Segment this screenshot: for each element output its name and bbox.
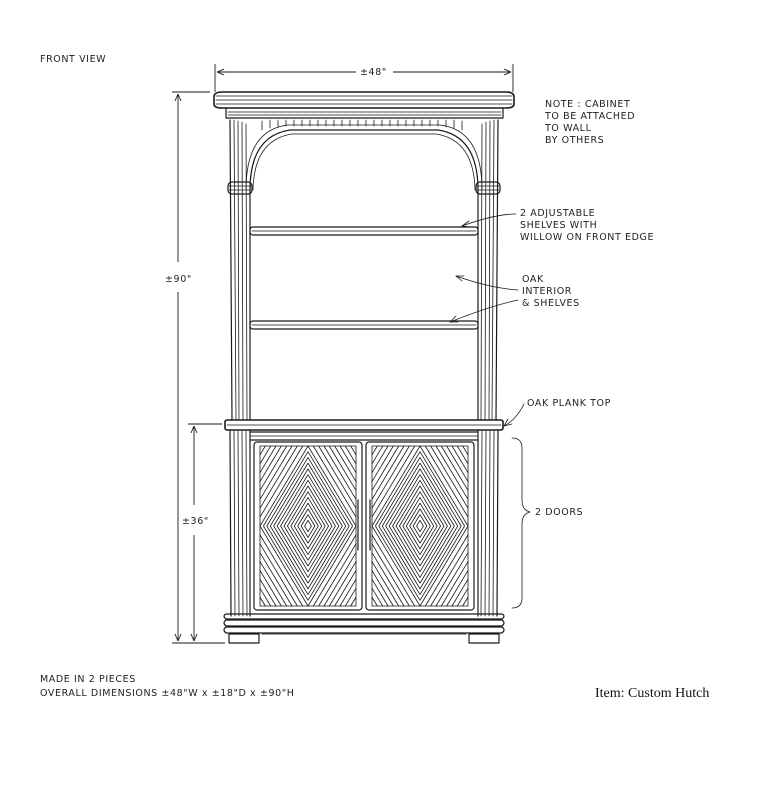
plank-top-note-label: OAK PLANK TOP [527,398,611,409]
cabinet-note [544,99,635,146]
post-bindings [228,182,500,194]
cabinet-note-line-1: NOTE : CABINET [545,99,631,110]
lower-left-post [230,431,250,616]
doors-note-label: 2 DOORS [535,507,584,518]
made-in-note: MADE IN 2 PIECES [40,674,136,685]
hutch-illustration [214,92,514,643]
right-door [366,442,474,610]
view-label: FRONT VIEW [40,54,107,65]
oak-note-line-3: & SHELVES [522,298,580,309]
plank-top-note [504,398,611,426]
doors-note [512,438,583,608]
item-label: Item: Custom Hutch [595,686,710,701]
shelf-upper [250,227,478,235]
oak-plank-top [225,420,503,430]
shelves-note [462,208,654,243]
cabinet-note-line-2: TO BE ATTACHED [545,111,636,122]
shelves-note-line-3: WILLOW ON FRONT EDGE [520,232,655,243]
width-dimension-label: ±48" [360,67,387,78]
oak-note-line-2: INTERIOR [522,286,572,297]
shelves-note-line-1: 2 ADJUSTABLE [520,208,596,219]
width-dimension [215,64,513,92]
left-door [254,442,362,610]
oak-interior-leader [456,276,518,290]
shelves-leader [462,214,516,226]
height-dimension-label: ±90" [165,274,192,285]
footer [40,674,709,701]
overall-dimensions-note: OVERALL DIMENSIONS ±48"W x ±18"D x ±90"H [40,688,295,699]
height-dimension [165,92,225,643]
crown-molding [214,92,514,118]
base-height-dimension [182,424,222,641]
base-bottom [224,614,504,643]
upper-arch [246,120,482,190]
plank-top-leader [504,404,524,426]
upper-right-post [478,120,498,420]
doors-brace [512,438,530,608]
cabinet-note-line-3: TO WALL [545,123,592,134]
oak-note [450,274,580,322]
oak-shelf-leader [450,300,518,322]
base-height-dimension-label: ±36" [182,516,209,527]
shelf-lower [250,321,478,329]
upper-left-post [230,120,250,420]
cabinet-note-line-4: BY OTHERS [545,135,605,146]
base-top-rail [250,432,478,440]
lower-right-post [478,431,498,616]
shelves-note-line-2: SHELVES WITH [520,220,598,231]
oak-note-line-1: OAK [522,274,544,285]
